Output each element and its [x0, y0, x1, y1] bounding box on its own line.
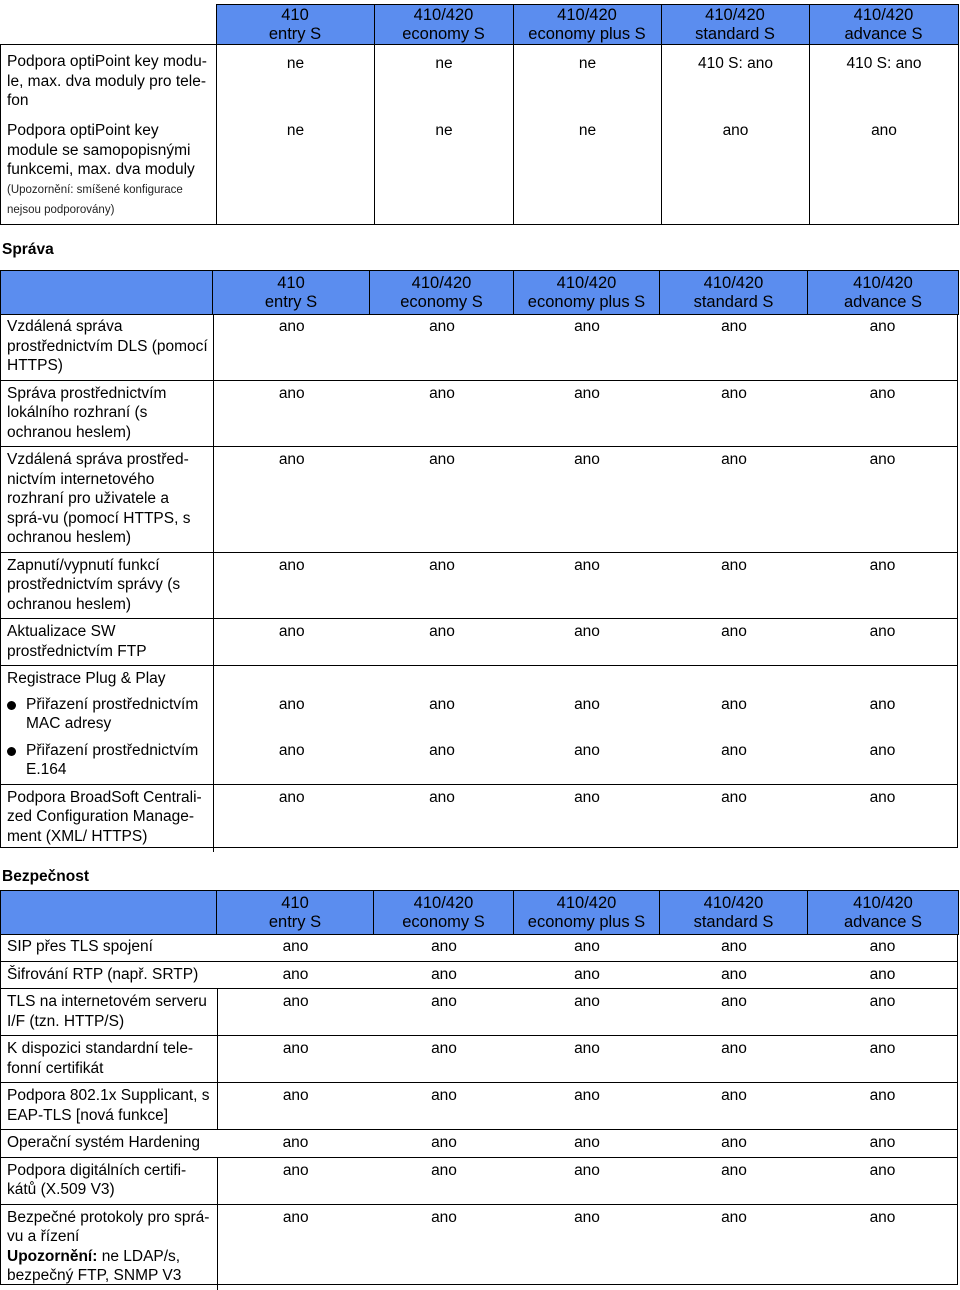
- cell-value: ano: [660, 1036, 808, 1083]
- row-label-text: Podpora optiPoint key module se samopopisnými funkcemi, max. dva moduly: [7, 122, 195, 178]
- cell-value: ano: [217, 934, 374, 961]
- cell-value: ano: [514, 1130, 660, 1158]
- col-header-advance: 410/420 advance S: [808, 891, 959, 935]
- table-row: [1, 784, 957, 852]
- bullet-icon: [7, 747, 16, 756]
- row-label: Vzdálená správa prostřed-nictvím internetového rozhraní pro uživatele a sprá-vu (pomocí HTTPS, s ochranou heslem): [1, 447, 213, 553]
- cell-value: ano: [660, 1157, 808, 1204]
- row-label: [1, 738, 213, 785]
- cell-value: ano: [660, 934, 808, 961]
- row-label: Vzdálená správa prostřednictvím DLS (pomocí HTTPS): [1, 314, 213, 380]
- cell-value: ne: [375, 118, 514, 224]
- row-label: [1, 692, 213, 738]
- cell-value: ano: [514, 961, 660, 989]
- cell-value: ano: [660, 1130, 808, 1158]
- section-title-bezpecnost: Bezpečnost: [2, 868, 89, 885]
- cell-value: ano: [808, 380, 957, 447]
- row-label: Podpora BroadSoft Centrali-zed Configuration Manage-ment (XML/ HTTPS): [1, 784, 213, 852]
- cell-value: ano: [808, 314, 957, 380]
- cell-value: ano: [808, 738, 957, 785]
- row-label: Registrace Plug & Play: [1, 666, 213, 692]
- table-row: [1, 1036, 957, 1083]
- cell-value: ano: [869, 695, 896, 713]
- cell-value: ano: [721, 695, 747, 713]
- column-header-row: [0, 5, 958, 45]
- cell-value: ano: [660, 961, 808, 989]
- bezpecnost-table: [1, 934, 957, 1290]
- col-header-advance: 410/420 advance S: [809, 5, 958, 45]
- cell-value: ano: [808, 447, 957, 553]
- cell-value: ne: [217, 118, 375, 224]
- cell-value: ano: [217, 989, 374, 1036]
- cell-value: ano: [213, 314, 370, 380]
- cell-value: ano: [662, 118, 810, 224]
- row-label: Podpora 802.1x Supplicant, s EAP-TLS [nová funkce]: [1, 1083, 217, 1130]
- column-header-row: [1, 271, 959, 315]
- col-header-economy-plus: 410/420 economy plus S: [514, 271, 660, 315]
- table-row: [1, 552, 957, 619]
- cell-value: ano: [808, 961, 957, 989]
- cell-value: ne: [375, 44, 514, 118]
- cell-value: ano: [514, 989, 660, 1036]
- cell-value: ano: [429, 788, 455, 806]
- bullet-text: Přiřazení prostřednictvím MAC adresy: [26, 695, 199, 732]
- row-label: Operační systém Hardening: [1, 1130, 217, 1158]
- col-header-economy: 410/420 economy S: [374, 5, 513, 45]
- cell-value: ano: [574, 695, 600, 713]
- cell-value: ano: [514, 934, 660, 961]
- cell-value: ano: [808, 1130, 957, 1158]
- cell-value: ano: [869, 1208, 896, 1226]
- table-row: [1, 619, 957, 666]
- table-row: [1, 1157, 957, 1204]
- bezpecnost-header-table: [0, 890, 959, 935]
- row-label: Podpora digitálních certifi-kátů (X.509 V3): [1, 1157, 217, 1204]
- cell-value: ano: [514, 738, 660, 785]
- cell-value: ano: [869, 788, 896, 806]
- cell-value: ne: [217, 44, 375, 118]
- cell-value: 410 S: ano: [846, 55, 922, 72]
- col-header-economy: 410/420 economy S: [374, 891, 514, 935]
- row-label-text: Bezpečné protokoly pro sprá-vu a řízení: [7, 1208, 210, 1245]
- table-row: [1, 447, 957, 553]
- col-header-standard: 410/420 standard S: [660, 271, 808, 315]
- top-table: [0, 4, 959, 45]
- cell-value: ano: [374, 1083, 514, 1130]
- cell-value: ano: [808, 934, 957, 961]
- cell-value: ano: [660, 380, 808, 447]
- cell-value: ano: [721, 788, 747, 806]
- cell-value: ano: [370, 314, 514, 380]
- cell-value: ano: [514, 380, 660, 447]
- cell-value: ano: [514, 314, 660, 380]
- cell-value: ano: [278, 788, 305, 806]
- col-header-economy-plus: 410/420 economy plus S: [514, 891, 660, 935]
- cell-value: ano: [808, 1036, 957, 1083]
- cell-value: ano: [808, 989, 957, 1036]
- cell-value: ano: [374, 961, 514, 989]
- row-label: Podpora optiPoint key modu-le, max. dva moduly pro tele-fon: [1, 44, 217, 118]
- table-row: [1, 1083, 957, 1130]
- col-header-standard: 410/420 standard S: [660, 891, 808, 935]
- cell-value: ano: [808, 1157, 957, 1204]
- cell-value: ano: [574, 1208, 600, 1226]
- cell-value: ano: [660, 989, 808, 1036]
- row-label: [1, 1204, 217, 1290]
- table-row: [1, 666, 957, 692]
- cell-value: ano: [429, 695, 455, 713]
- table-row: [1, 692, 957, 738]
- cell-value: ano: [660, 738, 808, 785]
- cell-value: ano: [217, 1036, 374, 1083]
- cell-value: ano: [374, 989, 514, 1036]
- table-row: [1, 934, 957, 961]
- section-title-sprava: Správa: [2, 241, 54, 258]
- row-label: Šifrování RTP (např. SRTP): [1, 961, 217, 989]
- cell-value: ano: [514, 1157, 660, 1204]
- row-label: Aktualizace SW prostřednictvím FTP: [1, 619, 213, 666]
- cell-value: ano: [808, 1083, 957, 1130]
- cell-value: ano: [282, 1208, 309, 1226]
- cell-value: ano: [217, 1130, 374, 1158]
- cell-value: ano: [370, 552, 514, 619]
- cell-value: ano: [514, 552, 660, 619]
- cell-value: ano: [370, 380, 514, 447]
- cell-value: ano: [660, 447, 808, 553]
- cell-value: ano: [374, 934, 514, 961]
- sprava-header-table: [0, 270, 959, 315]
- row-label: Správa prostřednictvím lokálního rozhraní (s ochranou heslem): [1, 380, 213, 447]
- row-label: Zapnutí/vypnutí funkcí prostřednictvím správy (s ochranou heslem): [1, 552, 213, 619]
- row-label: K dispozici standardní tele-fonní certifikát: [1, 1036, 217, 1083]
- bezpecnost-body: [0, 934, 958, 1285]
- cell-value: ano: [213, 552, 370, 619]
- sprava-body: [0, 314, 958, 848]
- cell-value: ano: [374, 1036, 514, 1083]
- col-header-entry: 410 entry S: [216, 5, 374, 45]
- col-header-entry: 410 entry S: [217, 891, 374, 935]
- bullet-text: Přiřazení prostřednictvím E.164: [26, 741, 199, 778]
- note-text: ne LDAP/s, bezpečný FTP, SNMP V3: [7, 1247, 182, 1284]
- column-header-row: [1, 891, 959, 935]
- cell-value: ano: [217, 1083, 374, 1130]
- cell-value: ano: [213, 738, 370, 785]
- cell-value: ano: [370, 447, 514, 553]
- cell-value: ano: [374, 1130, 514, 1158]
- table-row: [1, 1130, 957, 1158]
- cell-value: ano: [370, 738, 514, 785]
- table-row: [1, 314, 957, 380]
- table-row: [1, 738, 957, 785]
- cell-value: ano: [213, 619, 370, 666]
- cell-value: ano: [660, 552, 808, 619]
- cell-value: ano: [808, 619, 957, 666]
- cell-value: ano: [871, 122, 897, 139]
- row-label: SIP přes TLS spojení: [1, 934, 217, 961]
- table-row: [1, 118, 959, 224]
- cell-value: 410 S: ano: [662, 44, 810, 118]
- cell-value: ano: [514, 619, 660, 666]
- cell-value: ano: [660, 314, 808, 380]
- cell-value: ano: [808, 552, 957, 619]
- col-header-standard: 410/420 standard S: [661, 5, 809, 45]
- table-row: [1, 380, 957, 447]
- cell-value: ne: [514, 44, 662, 118]
- cell-value: ano: [514, 447, 660, 553]
- col-header-economy-plus: 410/420 economy plus S: [513, 5, 661, 45]
- cell-value: ano: [374, 1157, 514, 1204]
- table-row: [1, 961, 957, 989]
- cell-value: ano: [431, 1208, 457, 1226]
- cell-value: ano: [213, 447, 370, 553]
- table-row: [1, 989, 957, 1036]
- row-label: [1, 118, 217, 224]
- cell-value: ano: [574, 788, 600, 806]
- row-label: TLS na internetovém serveru I/F (tzn. HTTP/S): [1, 989, 217, 1036]
- sprava-table: [1, 314, 957, 852]
- cell-value: ano: [213, 380, 370, 447]
- col-header-economy: 410/420 economy S: [370, 271, 514, 315]
- cell-value: ano: [660, 1083, 808, 1130]
- cell-value: ano: [514, 1083, 660, 1130]
- col-header-entry: 410 entry S: [213, 271, 370, 315]
- note-bold: Upozornění:: [7, 1247, 98, 1265]
- table-row: [1, 44, 959, 118]
- cell-value: ano: [514, 1036, 660, 1083]
- cell-value: ano: [278, 695, 305, 713]
- cell-value: ano: [217, 1157, 374, 1204]
- col-header-advance: 410/420 advance S: [808, 271, 959, 315]
- cell-value: ano: [217, 961, 374, 989]
- row-note: (Upozornění: smíšené konfigurace nejsou podporovány): [7, 183, 183, 216]
- cell-value: ano: [721, 1208, 747, 1226]
- cell-value: ano: [370, 619, 514, 666]
- table-row: [1, 1204, 957, 1290]
- bullet-icon: [7, 701, 16, 710]
- top-body-table: [0, 44, 959, 225]
- cell-value: ano: [660, 619, 808, 666]
- cell-value: ne: [514, 118, 662, 224]
